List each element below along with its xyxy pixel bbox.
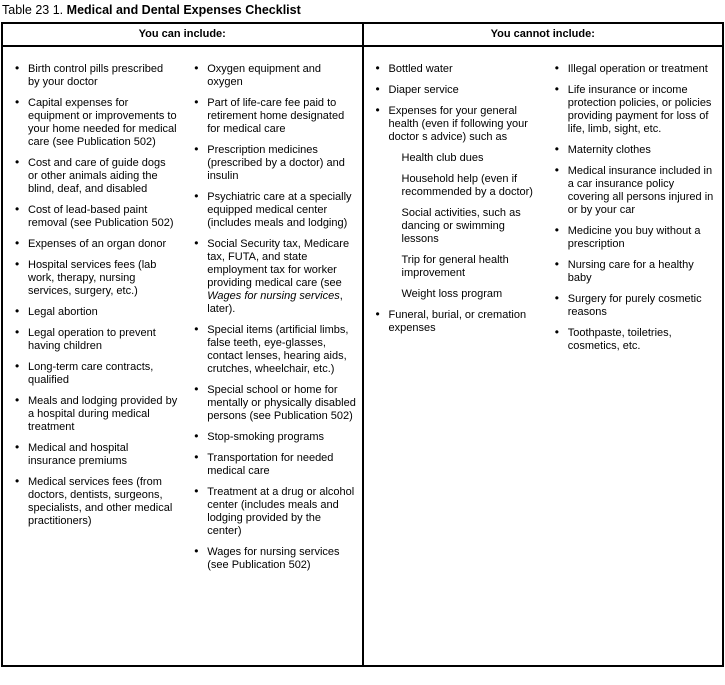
list-item-text: Special items (artificial limbs, false teeth, eye-glasses, contact lenses, hearing aids, crutches, wheelchair, etc.)	[207, 324, 349, 375]
header-can-include: You can include:	[138, 28, 226, 40]
bullet-icon: •	[554, 61, 559, 75]
list-item	[194, 97, 356, 136]
bullet-icon: •	[554, 325, 559, 339]
bullet-icon: •	[194, 322, 199, 336]
list-item-text: Treatment at a drug or alcohol center (includes meals and lodging provided by the center)	[207, 486, 355, 537]
bullet-icon: •	[375, 82, 380, 96]
list-item	[15, 361, 177, 387]
bullet-icon: •	[194, 429, 199, 443]
list-item	[376, 63, 538, 76]
sub-item: Household help (even if recommended by a doctor)	[401, 173, 533, 198]
list-item-text: Capital expenses for equipment or improvements to your home needed for medical care (see Publication 502)	[28, 97, 177, 148]
list-item	[15, 395, 177, 434]
list-item-text: Life insurance or income protection policies, or policies providing payment for loss of life, limb, sight, etc.	[567, 84, 712, 135]
list-item-text: Long-term care contracts, qualified	[28, 361, 154, 386]
bullet-icon: •	[15, 440, 20, 454]
bullet-icon: •	[15, 257, 20, 271]
list-item	[194, 238, 356, 316]
list-item-text: Diaper service	[388, 84, 459, 96]
list-item-text: Toothpaste, toiletries, cosmetics, etc.	[567, 327, 672, 352]
cannot-include-cell	[362, 47, 723, 665]
bullet-icon: •	[554, 142, 559, 156]
page-title	[1, 2, 724, 22]
can-include-column-1	[3, 63, 182, 665]
list-item-text: Stop-smoking programs	[207, 431, 325, 443]
list-item	[555, 327, 717, 353]
list-item-text: Transportation for needed medical care	[207, 452, 334, 477]
bullet-icon: •	[194, 236, 199, 250]
cannot-include-column-1	[364, 63, 543, 665]
sub-item: Health club dues	[401, 152, 484, 164]
table-number-label: Table 23 1.	[2, 3, 64, 17]
list-item	[15, 306, 177, 319]
list-item-text: Medical insurance included in a car insurance policy covering all persons injured in or by your car	[567, 165, 714, 216]
bullet-icon: •	[194, 61, 199, 75]
bullet-icon: •	[15, 236, 20, 250]
bullet-icon: •	[194, 382, 199, 396]
bullet-icon: •	[554, 257, 559, 271]
sub-item: Trip for general health improvement	[401, 254, 509, 279]
list-item	[15, 238, 177, 251]
bullet-icon: •	[15, 474, 20, 488]
bullet-icon: •	[194, 142, 199, 156]
list-item	[376, 84, 538, 97]
list-item-text: Medical and hospital insurance premiums	[28, 442, 129, 467]
bullet-icon: •	[554, 82, 559, 96]
list-item	[376, 105, 538, 301]
table-body-row	[3, 47, 722, 665]
list-item	[555, 259, 717, 285]
list-item	[376, 309, 538, 335]
list-item	[555, 84, 717, 136]
bullet-icon: •	[15, 61, 20, 75]
list-item-text: Prescription medicines (prescribed by a doctor) and insulin	[207, 144, 345, 182]
bullet-icon: •	[554, 223, 559, 237]
bullet-icon: •	[15, 202, 20, 216]
bullet-icon: •	[15, 95, 20, 109]
list-item	[555, 165, 717, 217]
bullet-icon: •	[554, 291, 559, 305]
list-item	[15, 97, 177, 149]
list-item	[194, 324, 356, 376]
list-item-text: Cost of lead-based paint removal (see Publication 502)	[28, 204, 174, 229]
list-item-text: Legal abortion	[28, 306, 98, 318]
can-include-cell	[3, 47, 362, 665]
list-item-text: Oxygen equipment and oxygen	[207, 63, 321, 88]
bullet-icon: •	[15, 304, 20, 318]
list-item-text: Bottled water	[388, 63, 453, 75]
bullet-icon: •	[194, 544, 199, 558]
list-item	[194, 546, 356, 572]
sub-item: Social activities, such as dancing or swimming lessons	[401, 207, 521, 245]
list-item	[194, 63, 356, 89]
list-item	[15, 204, 177, 230]
bullet-icon: •	[194, 189, 199, 203]
sub-item: Weight loss program	[401, 288, 503, 300]
list-item-text: Maternity clothes	[567, 144, 651, 156]
list-item-text: Nursing care for a healthy baby	[567, 259, 694, 284]
list-item-text: Funeral, burial, or cremation expenses	[388, 309, 527, 334]
list-item-text: Illegal operation or treatment	[567, 63, 708, 75]
list-item	[555, 144, 717, 157]
list-item-text: Medical services fees (from doctors, dentists, surgeons, specialists, and other medical practitioners)	[28, 476, 173, 527]
list-item-text: Special school or home for mentally or physically disabled persons (see Publication 502)	[207, 384, 356, 422]
list-item	[15, 327, 177, 353]
table-header-row	[3, 24, 722, 47]
list-item-text: Medicine you buy without a prescription	[567, 225, 701, 250]
list-item	[194, 384, 356, 423]
list-item	[15, 63, 177, 89]
cannot-include-column-2	[543, 63, 722, 665]
list-item	[15, 157, 177, 196]
list-item	[194, 486, 356, 538]
list-item	[555, 293, 717, 319]
list-item	[15, 442, 177, 468]
bullet-icon: •	[375, 103, 380, 117]
list-item-text: Part of life-care fee paid to retirement home designated for medical care	[207, 97, 345, 135]
table-title-text: Medical and Dental Expenses Checklist	[66, 3, 301, 17]
bullet-icon: •	[15, 325, 20, 339]
list-item	[15, 259, 177, 298]
list-item-text: Hospital services fees (lab work, therapy, nursing services, surgery, etc.)	[28, 259, 157, 297]
list-item	[555, 63, 717, 76]
list-item	[555, 225, 717, 251]
list-item	[15, 476, 177, 528]
list-item	[194, 191, 356, 230]
can-include-column-2	[182, 63, 361, 665]
list-item-text: Wages for nursing services (see Publication 502)	[207, 546, 340, 571]
list-item-text: Cost and care of guide dogs or other animals aiding the blind, deaf, and disabled	[28, 157, 166, 195]
checklist-table	[1, 22, 724, 667]
list-item-text: Psychiatric care at a specially equipped medical center (includes meals and lodging)	[207, 191, 352, 229]
list-item-text: Meals and lodging provided by a hospital during medical treatment	[28, 395, 178, 433]
bullet-icon: •	[375, 307, 380, 321]
bullet-icon: •	[375, 61, 380, 75]
bullet-icon: •	[15, 393, 20, 407]
list-item	[194, 431, 356, 444]
list-item-text: Social Security tax, Medicare tax, FUTA, and state employment tax for worker providing medical care (see Wages for nursing services, later).	[207, 238, 350, 315]
bullet-icon: •	[15, 155, 20, 169]
bullet-icon: •	[194, 484, 199, 498]
bullet-icon: •	[554, 163, 559, 177]
bullet-icon: •	[194, 450, 199, 464]
list-item	[194, 144, 356, 183]
bullet-icon: •	[15, 359, 20, 373]
list-item-text: Expenses of an organ donor	[28, 238, 167, 250]
header-cannot-include: You cannot include:	[362, 24, 723, 45]
bullet-icon: •	[194, 95, 199, 109]
list-item-text: Expenses for your general health (even if following your doctor s advice) such as	[388, 105, 528, 143]
list-item-text: Birth control pills prescribed by your doctor	[28, 63, 164, 88]
list-item-text: Surgery for purely cosmetic reasons	[567, 293, 702, 318]
list-item	[194, 452, 356, 478]
list-item-text: Legal operation to prevent having children	[28, 327, 156, 352]
